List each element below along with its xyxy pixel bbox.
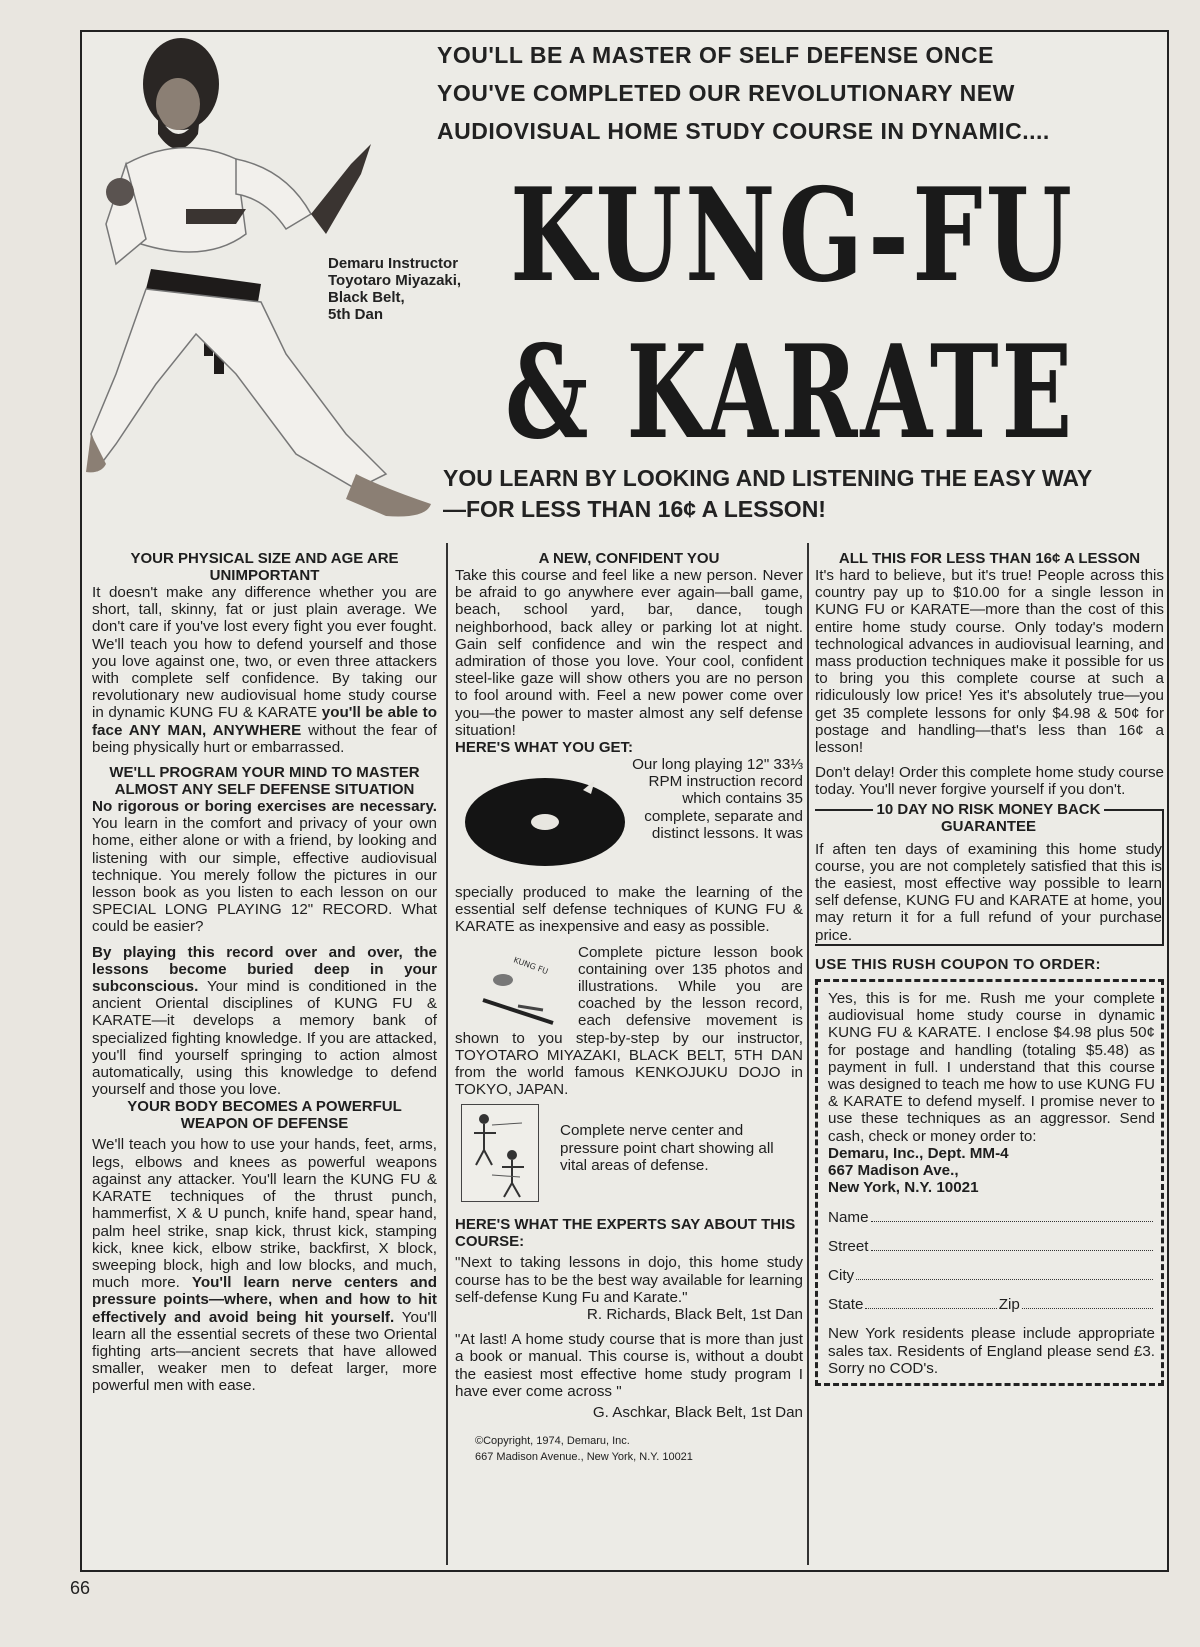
coupon-heading: USE THIS RUSH COUPON TO ORDER: [815,955,1101,973]
column-middle [455,550,803,1465]
caption-line: 5th Dan [328,306,384,323]
address-line: 667 Madison Ave., [828,1162,959,1180]
section-heading: HERE'S WHAT THE EXPERTS SAY ABOUT THIS COURSE: [455,1216,796,1251]
body-paragraph: Don't delay! Order this complete home study course today. You'll never forgive yourself if you don't. [815,764,1165,799]
record-feature [455,756,803,884]
column-right [815,550,1164,1386]
column-divider [807,543,809,1565]
text-run: We'll teach you how to use your hands, feet, arms, legs, elbows and knees as powerful weapons against any attacker. You'll learn the KUNG FU & KARATE techniques of the thrust punch, hammerfist, X & U punch, knife hand, spear hand, palm heel strike, snap kick, thrust kick, stamping kick, knee kick, elbow strike, backfirst, X block, sweeping block, high and low blocks, and much, much more. [92,1136,437,1292]
caption-line: Black Belt, [328,289,405,306]
copyright-notice [475,1433,803,1465]
field-label: Zip [998,1296,1020,1314]
text-run-bold: By playing this record over and over, the lessons become buried deep in your subconscious. [92,943,437,996]
guarantee-heading-line: GUARANTEE [940,817,1036,835]
body-paragraph: Take this course and feel like a new person. Never be afraid to go anywhere ever again—ball game, beach, school yard, bar, dance, tough neighborhood, back alley or parking lot at night. Gain self confidence and win the respect and admiration of those you love. Your cool, confident steel-like gaze will show others you are no person to fool around with. Feel a new power come over you—the power to master almost any self defense situation! [455,567,803,739]
state-input-line[interactable] [865,1296,996,1309]
body-paragraph [92,798,437,936]
coupon-text: Yes, this is for me. Rush me your complete audiovisual home study course in dynamic KUNG FU & KARATE. I enclose $4.98 plus 50¢ for postage and handling (totaling $5.48) as payment in full. I understand that this course was designed to teach me how to use KUNG FU & KARATE to defend myself. I promise never to use these techniques as an aggressor. Send cash, check or money order to: [828,990,1155,1145]
name-input-line[interactable] [871,1209,1153,1222]
lesson-book-description: Complete picture lesson book containing over 135 photos and illustrations. While you are coached by the lesson record, each defensive movement is shown to you step-by-step by our instructor, TOYOTARO MIYAZAKI, BLACK BELT, 5TH DAN from the world famous KENKOJUKU DOJO in TOKYO, JAPAN. [455,943,803,1099]
page-number: 66 [70,1578,91,1598]
body-paragraph: specially produced to make the learning of the essential self defense techniques of KUNG FU & KARATE as inexpensive and easy as possible. [455,884,803,936]
text-run: You'll learn all the essential secrets of these two Oriental fighting arts—ancient secrets that have allowed smaller, weaker men to defeat larger, more powerful men with ease. [92,1308,437,1395]
field-label: City [828,1266,855,1284]
body-paragraph [92,584,437,756]
headline-line: AUDIOVISUAL HOME STUDY COURSE IN DYNAMIC.... [437,118,1050,144]
body-paragraph [92,1136,437,1394]
field-label: Street [828,1237,869,1255]
city-field[interactable] [828,1267,1155,1284]
section-heading: ALL THIS FOR LESS THAN 16¢ A LESSON [838,550,1141,567]
expert-quote: "Next to taking lessons in dojo, this home study course has to be the best way available for learning self-defense Kung Fu and Karate." [455,1254,803,1306]
instructor-caption [328,255,461,323]
svg-text:KUNG FU: KUNG FU [512,955,550,976]
text-run: You learn in the comfort and privacy of your own home, either alone or with a friend, by looking and listening with our simple, effective audiovisual technique. You merely follow the pictures in our lesson book as you listen to each lesson on our SPECIAL LONG PLAYING 12" RECORD. What could be easier? [92,815,437,936]
vinyl-record-icon [463,770,628,870]
lesson-book-feature [455,944,803,1099]
nerve-chart-feature [455,1104,803,1208]
copyright-line: ©Copyright, 1974, Demaru, Inc. [475,1435,630,1448]
text-run: without the fear of being physically hurt or embarrassed. [92,721,437,756]
street-field[interactable] [828,1238,1155,1255]
name-field[interactable] [828,1209,1155,1226]
section-heading: HERE'S WHAT YOU GET: [455,739,634,757]
guarantee-heading [815,800,1162,835]
copyright-address: 667 Madison Avenue., New York, N.Y. 10021 [475,1451,693,1464]
guarantee-text: If aften ten days of examining this home study course, you are not completely satisfied that this is the easiest, most effective way possible to learn self defense, KUNG FU and KARATE at home, you may return it for a full refund of your purchase price. [815,840,1162,944]
section-heading: WE'LL PROGRAM YOUR MIND TO MASTER ALMOST ANY SELF DEFENSE SITUATION [109,764,420,799]
quote-attribution: G. Aschkar, Black Belt, 1st Dan [592,1404,803,1422]
state-zip-field[interactable] [828,1296,1155,1313]
caption-line: Toyotaro Miyazaki, [328,272,462,289]
subhead-line: —FOR LESS THAN 16¢ A LESSON! [443,496,826,522]
guarantee-heading-line: 10 DAY NO RISK MONEY BACK [873,801,1105,818]
column-divider [446,543,448,1565]
text-run: Your mind is conditioned in the ancient Oriental disciplines of KUNG FU & KARATE—it develops a memory bank of specialized fighting knowledge. If you are attacked, you'll find yourself springing to action almost automatically, using this knowledge to defend yourself and those you love. [92,978,437,1099]
quote-attribution: R. Richards, Black Belt, 1st Dan [586,1306,803,1324]
subhead-line: YOU LEARN BY LOOKING AND LISTENING THE EASY WAY [443,465,1093,491]
city-input-line[interactable] [856,1267,1153,1280]
field-label: Name [828,1208,869,1226]
street-input-line[interactable] [871,1238,1153,1251]
order-coupon[interactable] [815,979,1164,1386]
expert-quote: "At last! A home study course that is more than just a book or manual. This course is, without a doubt the easiest most effective home study program I have ever come across " [455,1331,803,1400]
caption-line: Demaru Instructor [328,255,459,272]
text-run-bold: You'll learn nerve centers and pressure points—where, when and how to hit effectively and avoid being hit yourself. [92,1274,437,1326]
headline [437,36,1157,150]
headline-line: YOU'VE COMPLETED OUR REVOLUTIONARY NEW [437,80,1015,106]
title-logo [500,161,1100,468]
section-heading: A NEW, CONFIDENT YOU [538,550,720,567]
text-run: It doesn't make any difference whether you are short, tall, skinny, fat or just plain average. We don't care if you've lost every fight you ever fought. We'll teach you how to defend yourself and those you love against one, two, or even three attackers with complete self confidence. By taking our revolutionary new audiovisual home study course in dynamic KUNG FU & KARATE [92,584,437,722]
address-line: Demaru, Inc., Dept. MM-4 [828,1144,1009,1162]
address-line: New York, N.Y. 10021 [828,1179,979,1197]
column-left [92,550,437,1395]
nerve-chart-icon [461,1104,539,1202]
zip-input-line[interactable] [1022,1296,1153,1309]
body-paragraph [92,944,437,1099]
field-label: State [828,1296,864,1314]
title-line1: KUNG-FU [510,161,1075,311]
text-run-bold: No rigorous or boring exercises are necessary. [92,798,437,816]
body-paragraph: It's hard to believe, but it's true! People across this country pay up to $10.00 for a single lesson in KUNG FU or KARATE—more than the cost of this entire home study course. Only today's modern technological advances in audiovisual learning, and mass production techniques make it possible for us to bring you this complete course at such a ridiculously low price! Yes it's absolutely true—you get 35 complete lessons for only $4.98 & 50¢ for postage and handling—that's less than 16¢ a lesson! [815,567,1164,757]
coupon-note: New York residents please include appropriate sales tax. Residents of England please send £3. Sorry no COD's. [828,1325,1155,1377]
title-line2: & KARATE [505,318,1075,468]
subheadline [443,463,1163,525]
text-run-bold: you'll be able to face ANY MAN, ANYWHERE [92,704,437,739]
lesson-book-icon [473,948,568,1028]
mailing-address [828,1145,1155,1197]
section-heading: YOUR PHYSICAL SIZE AND AGE ARE UNIMPORTANT [130,550,399,584]
headline-line: YOU'LL BE A MASTER OF SELF DEFENSE ONCE [437,42,994,68]
guarantee-box [815,800,1164,946]
nerve-chart-description: Complete nerve center and pressure point chart showing all vital areas of defense. [560,1122,774,1174]
section-heading: YOUR BODY BECOMES A POWERFUL WEAPON OF DEFENSE [127,1098,402,1133]
record-description: Our long playing 12" 33⅓ RPM instruction record which contains 35 complete, separate and distinct lessons. It was [632,756,803,842]
